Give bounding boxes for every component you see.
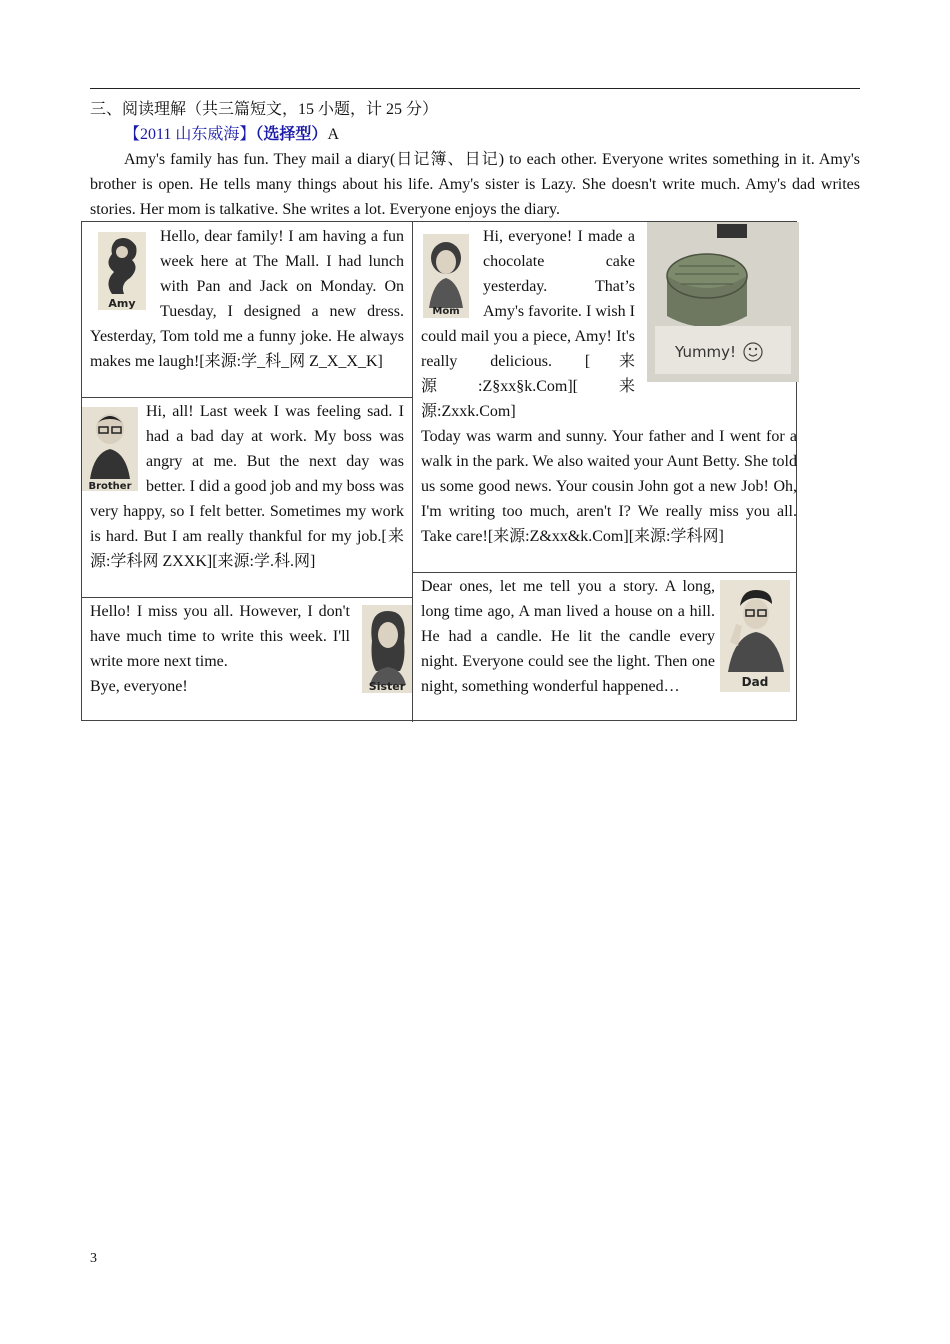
brother-entry <box>90 399 404 574</box>
svg-text:Brother: Brother <box>88 481 132 491</box>
source-tag: 【2011 山东威海】 <box>124 126 256 143</box>
dad-entry <box>421 574 715 699</box>
table-divider <box>82 597 412 598</box>
brother-portrait-icon <box>82 407 138 491</box>
header-rule <box>90 88 860 89</box>
svg-text:Dad: Dad <box>741 675 769 689</box>
table-divider <box>412 222 413 722</box>
table-divider <box>82 397 412 398</box>
sister-portrait-icon <box>362 605 412 693</box>
sister-text: Hello! I miss you all. However, I don't have much time to write this week. I'll write more next time. <box>90 603 350 670</box>
amy-portrait-icon <box>98 232 146 310</box>
section-heading: 三、阅读理解（共三篇短文，15 小题，计 25 分） <box>90 101 439 118</box>
mom-text-part1: Hi, everyone! I made a chocolate cake yesterday. That’s Amy's favorite. I wish I could mail you a piece, Amy! It's really delicious. [来源:Z§xx§k.Com][来源:Zxxk.Com] <box>421 228 635 420</box>
svg-text:Amy: Amy <box>108 297 136 310</box>
svg-text:Sister: Sister <box>368 680 406 693</box>
svg-text:Mom: Mom <box>432 306 460 317</box>
mom-text-part2: Today was warm and sunny. Your father and I went for a walk in the park. We also waited your Aunt Betty. She told us some good news. Your cousin John got a new Job! Oh, I'm writing too much, aren't I? We really miss you all. Take care![来源:Z&xx&k.Com][来源:学科网] <box>421 428 797 545</box>
passage-letter: A <box>327 126 339 143</box>
sister-signoff: Bye, everyone! <box>90 678 188 695</box>
amy-text: Hello, dear family! I am having a fun week here at The Mall. I had lunch with Pan and Jack on Monday. On Tuesday, I designed a new dress. Yesterday, Tom told me a funny joke. He always makes me laugh![来源:学_科_网 Z_X_X_K] <box>90 228 404 370</box>
cake-label: Yummy! <box>675 343 737 361</box>
dad-portrait-icon <box>720 580 790 692</box>
intro-paragraph: Amy's family has fun. They mail a diary(日记簿、日记) to each other. Everyone writes something in it. Amy's brother is open. He tells many things about his life. Amy's sister is Lazy. She doesn't write much. Amy's dad writes stories. Her mom is talkative. She writes a lot. Everyone enjoys the diary. <box>90 151 860 218</box>
page-number: 3 <box>90 1251 97 1266</box>
diary-table <box>81 221 797 721</box>
table-divider <box>412 572 797 573</box>
brother-text: Hi, all! Last week I was feeling sad. I had a bad day at work. My boss was angry at me. But the next day was better. I did a good job and my boss was very happy, so I felt better. Sometimes my work is hard. But I am really thankful for my job.[来源:学科网 ZXXK][来源:学.科.网] <box>90 403 404 570</box>
mom-entry <box>421 224 797 549</box>
cake-picture <box>647 222 799 382</box>
question-type: （选择型） <box>255 126 328 143</box>
amy-entry <box>90 224 404 374</box>
dad-text: Dear ones, let me tell you a story. A long, long time ago, A man lived a house on a hill. He had a candle. He lit the candle every night. Everyone could see the light. Then one night, something wonderful happened… <box>421 578 715 695</box>
source-line <box>124 122 339 147</box>
mom-portrait-icon <box>423 234 469 318</box>
sister-entry <box>90 599 412 699</box>
